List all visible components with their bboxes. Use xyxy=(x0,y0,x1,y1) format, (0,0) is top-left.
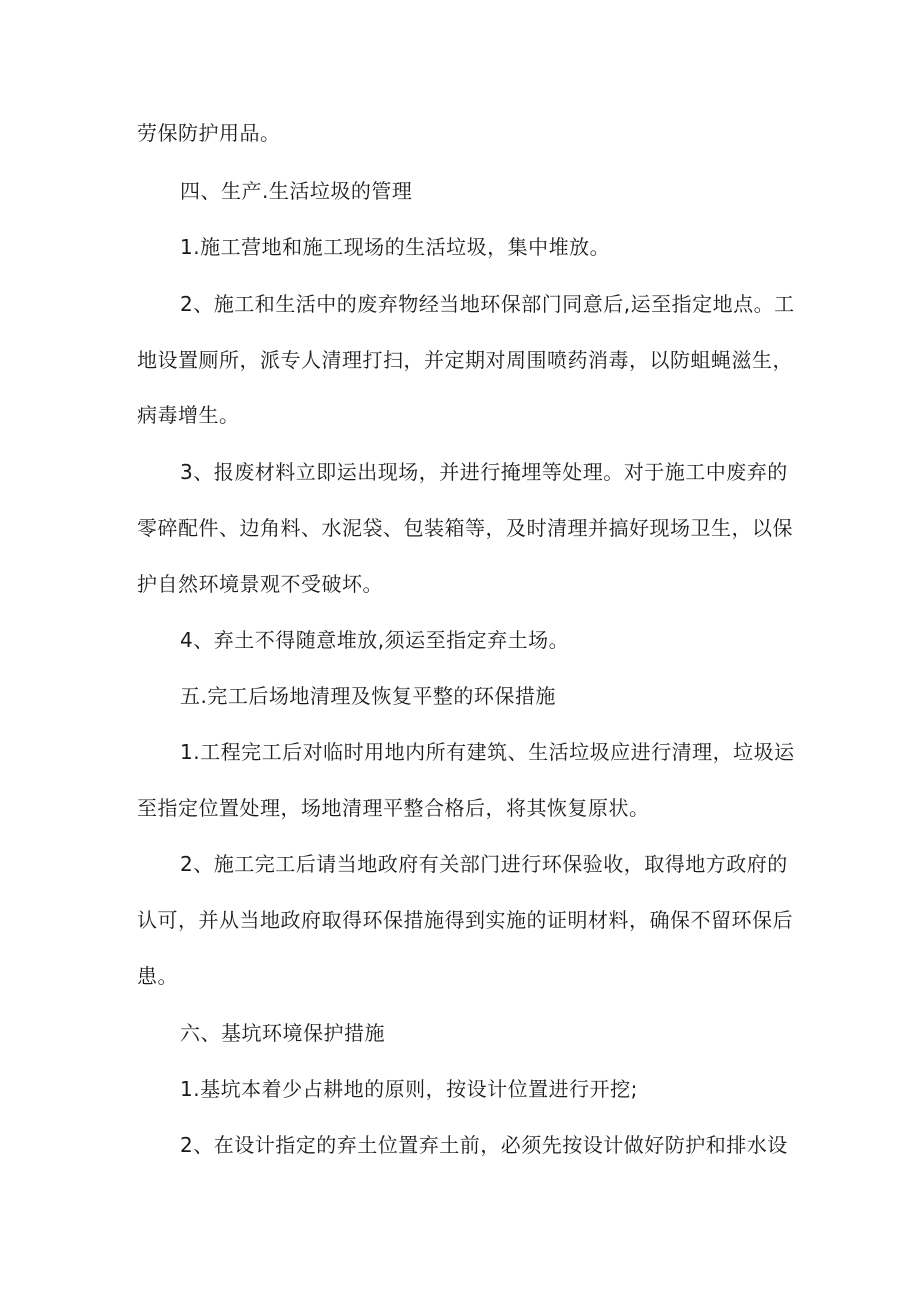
section-heading: 四、生产.生活垃圾的管理 xyxy=(180,179,413,203)
paragraph-line: 患。 xyxy=(137,964,178,988)
paragraph-line: 1.工程完工后对临时用地内所有建筑、生活垃圾应进行清理，垃圾运 xyxy=(180,740,795,764)
paragraph-line: 4、弃土不得随意堆放,须运至指定弃土场。 xyxy=(180,628,570,652)
paragraph-line: 护自然环境景观不受破坏。 xyxy=(137,572,383,596)
paragraph-line: 病毒增生。 xyxy=(137,403,240,427)
paragraph-line: 至指定位置处理，场地清理平整合格后，将其恢复原状。 xyxy=(137,796,650,820)
section-heading: 五.完工后场地清理及恢复平整的环保措施 xyxy=(180,684,556,708)
paragraph-line: 1.施工营地和施工现场的生活垃圾，集中堆放。 xyxy=(180,235,611,259)
paragraph-line: 2、施工完工后请当地政府有关部门进行环保验收，取得地方政府的 xyxy=(180,852,788,876)
paragraph-line: 地设置厕所，派专人清理打扫，并定期对周围喷药消毒，以防蛆蝇滋生， xyxy=(137,348,793,372)
section-heading: 六、基坑环境保护措施 xyxy=(180,1021,385,1045)
paragraph-line: 3、报废材料立即运出现场，并进行掩埋等处理。对于施工中废弃的 xyxy=(180,460,788,484)
paragraph-line: 劳保防护用品。 xyxy=(137,121,281,145)
paragraph-line: 零碎配件、边角料、水泥袋、包装箱等，及时清理并搞好现场卫生，以保 xyxy=(137,516,793,540)
paragraph-line: 认可，并从当地政府取得环保措施得到实施的证明材料，确保不留环保后 xyxy=(137,908,793,932)
paragraph-line: 2、在设计指定的弃土位置弃土前，必须先按设计做好防护和排水设 xyxy=(180,1133,788,1157)
paragraph-line: 2、施工和生活中的废弃物经当地环保部门同意后,运至指定地点。工 xyxy=(180,292,795,316)
paragraph-line: 1.基坑本着少占耕地的原则，按设计位置进行开挖; xyxy=(180,1077,638,1101)
